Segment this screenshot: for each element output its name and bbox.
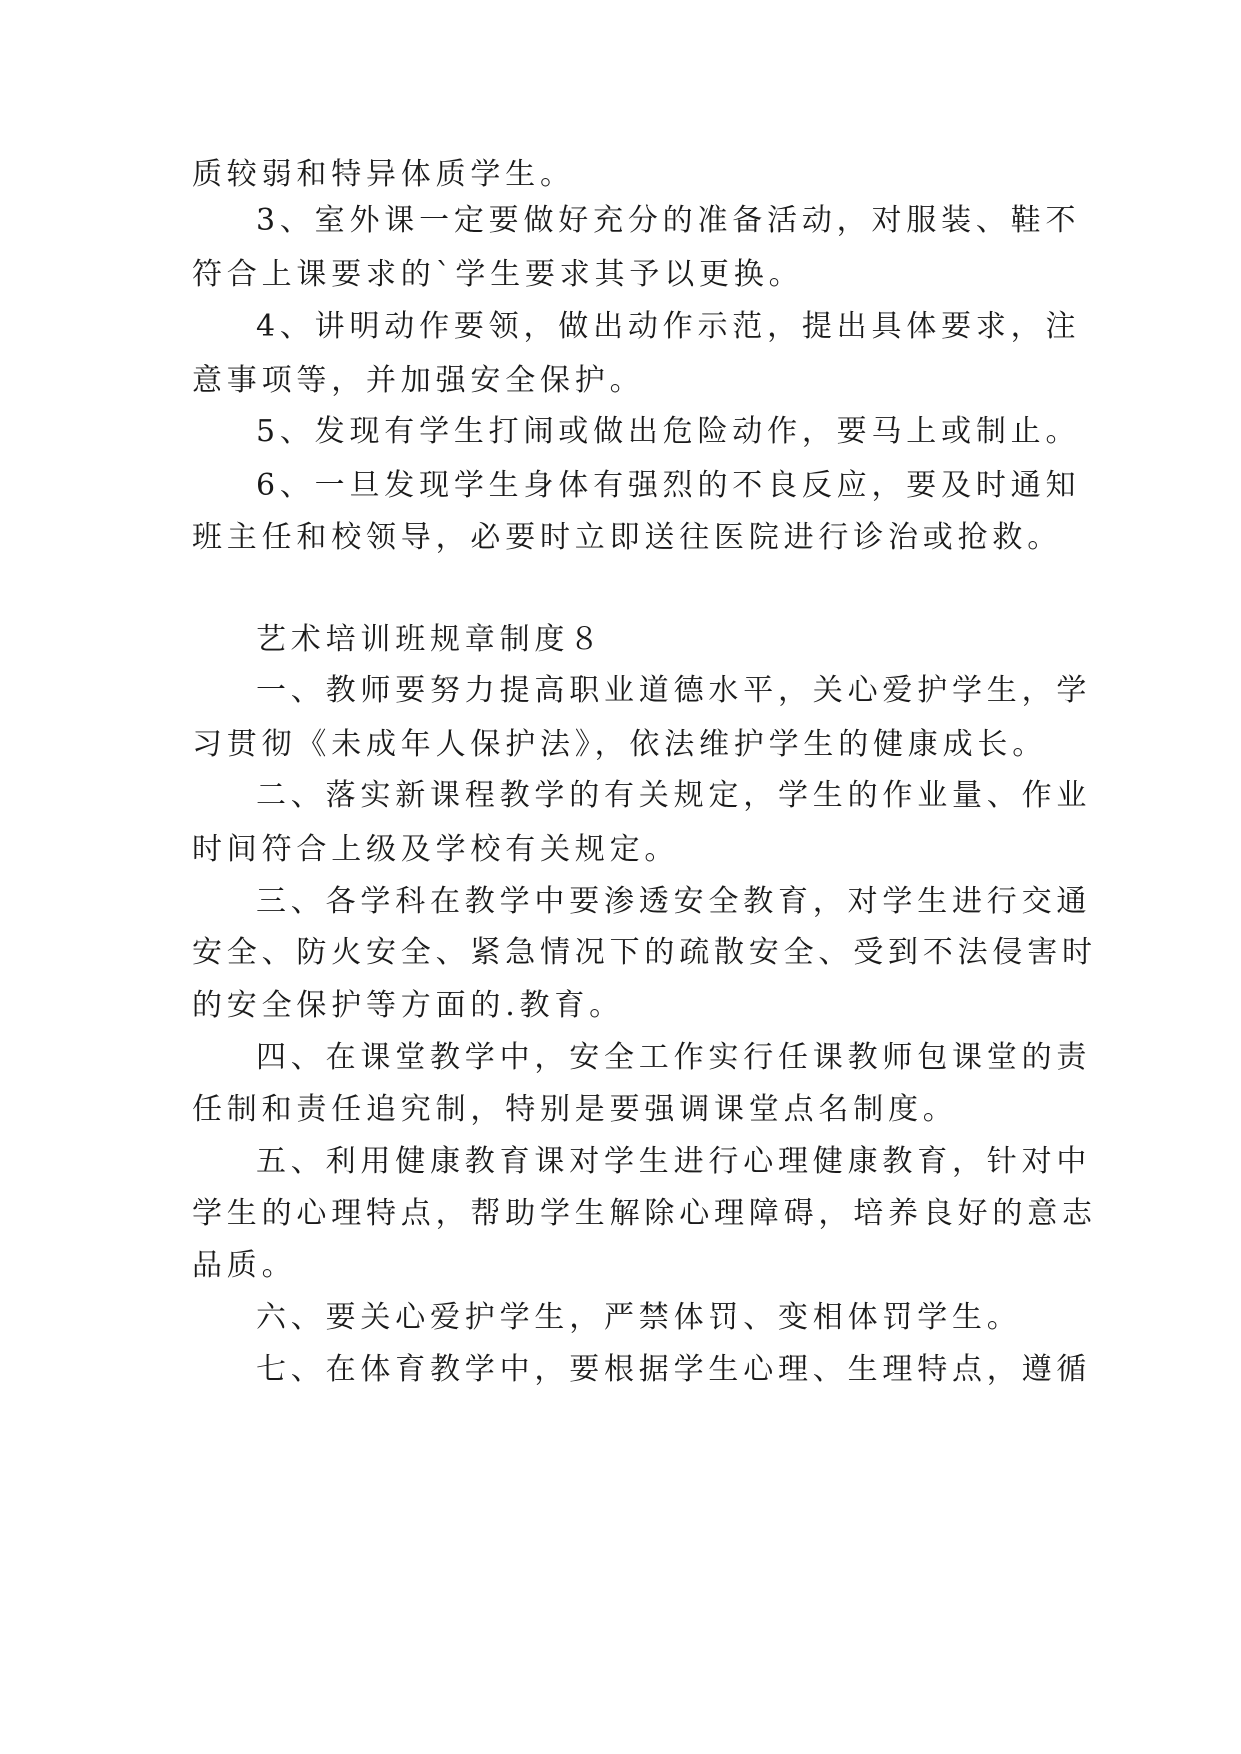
section-heading: 艺术培训班规章制度８	[256, 622, 604, 657]
paragraph-line: 时间符合上级及学校有关规定。	[192, 832, 680, 867]
paragraph-line: 符合上课要求的`学生要求其予以更换。	[192, 257, 804, 292]
paragraph-line: 任制和责任追究制，特别是要强调课堂点名制度。	[192, 1092, 958, 1127]
paragraph-line: 班主任和校领导，必要时立即送往医院进行诊治或抢救。	[192, 520, 1062, 555]
paragraph-line: 四、在课堂教学中，安全工作实行任课教师包课堂的责	[256, 1040, 1092, 1075]
paragraph-line: 二、落实新课程教学的有关规定，学生的作业量、作业	[256, 778, 1092, 813]
paragraph-line: 3、室外课一定要做好充分的准备活动，对服装、鞋不	[256, 203, 1081, 238]
paragraph-line: 一、教师要努力提高职业道德水平，关心爱护学生，学	[256, 673, 1092, 708]
paragraph-line: 6、一旦发现学生身体有强烈的不良反应，要及时通知	[256, 468, 1081, 503]
paragraph-line: 七、在体育教学中，要根据学生心理、生理特点，遵循	[256, 1352, 1092, 1387]
paragraph-line: 习贯彻《未成年人保护法》，依法维护学生的健康成长。	[192, 727, 1047, 762]
paragraph-line: 五、利用健康教育课对学生进行心理健康教育，针对中	[256, 1144, 1092, 1179]
paragraph-line: 三、各学科在教学中要渗透安全教育，对学生进行交通	[256, 884, 1092, 919]
paragraph-line: 质较弱和特异体质学生。	[192, 157, 575, 192]
paragraph-line: 学生的心理特点，帮助学生解除心理障碍，培养良好的意志	[192, 1196, 1097, 1231]
paragraph-line: 品质。	[192, 1248, 297, 1283]
paragraph-line: 六、要关心爱护学生，严禁体罚、变相体罚学生。	[256, 1300, 1022, 1335]
paragraph-line: 的安全保护等方面的.教育。	[192, 988, 624, 1023]
paragraph-line: 安全、防火安全、紧急情况下的疏散安全、受到不法侵害时	[192, 935, 1097, 970]
paragraph-line: 意事项等，并加强安全保护。	[192, 363, 645, 398]
paragraph-line: 4、讲明动作要领，做出动作示范，提出具体要求，注	[256, 309, 1081, 344]
paragraph-line: 5、发现有学生打闹或做出危险动作，要马上或制止。	[256, 414, 1081, 449]
